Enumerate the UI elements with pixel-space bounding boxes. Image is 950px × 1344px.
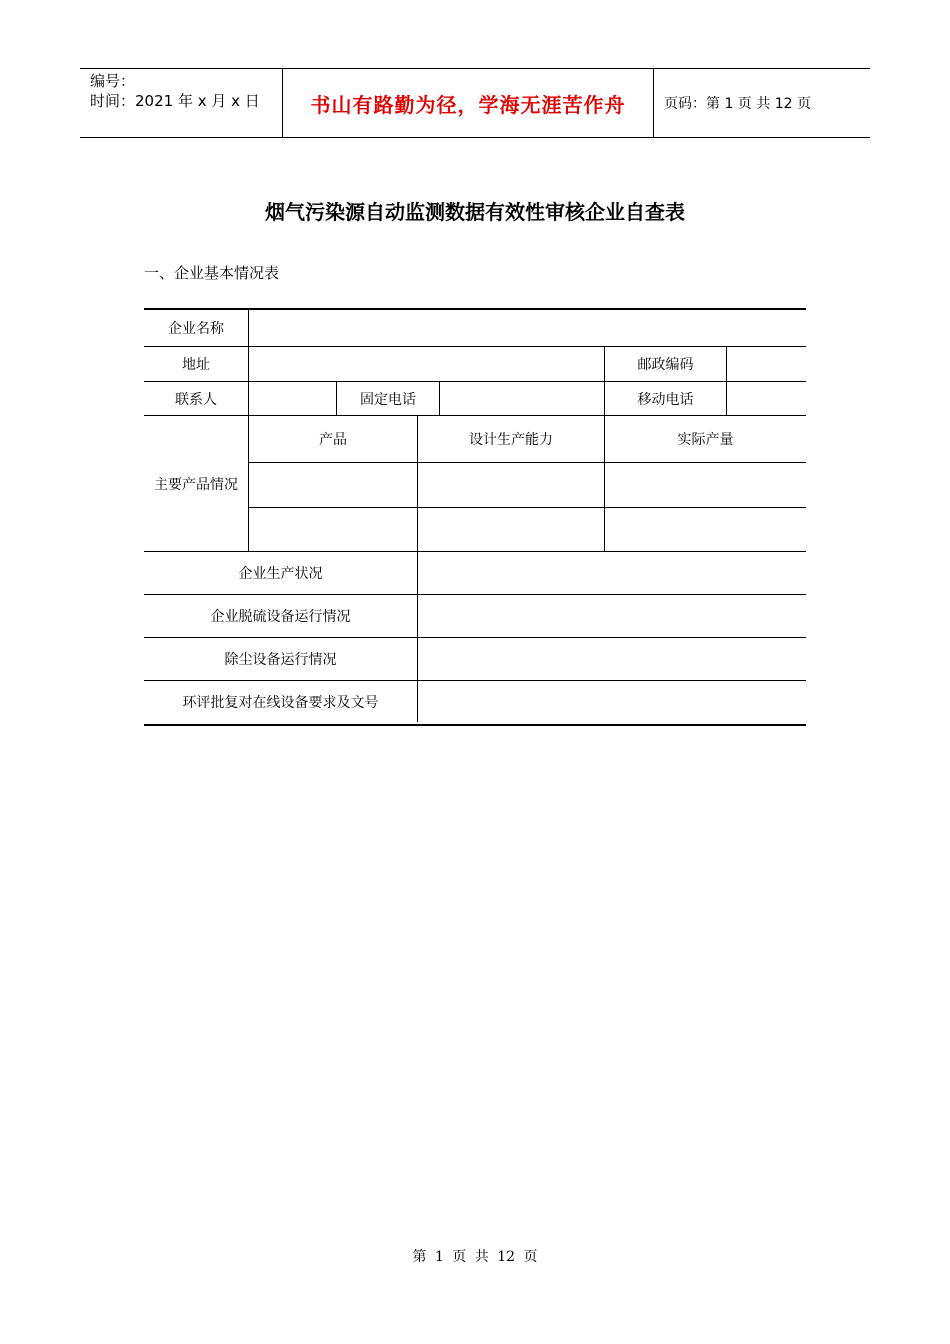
contact-field[interactable] bbox=[249, 382, 336, 415]
company-info-table bbox=[144, 308, 806, 726]
product-field[interactable] bbox=[249, 463, 417, 507]
eia-requirements-field[interactable] bbox=[418, 681, 806, 722]
actual-output-field[interactable] bbox=[605, 463, 806, 507]
production-status-field[interactable] bbox=[418, 552, 806, 594]
document-title: 烟气污染源自动监测数据有效性审核企业自查表 bbox=[265, 200, 685, 224]
section-heading: 一、企业基本情况表 bbox=[144, 264, 280, 282]
mobile-label: 移动电话 bbox=[637, 391, 694, 408]
landline-field[interactable] bbox=[440, 382, 604, 415]
main-products-label: 主要产品情况 bbox=[154, 476, 238, 493]
header-motto: 书山有路勤为径，学海无涯苦作舟 bbox=[282, 69, 654, 137]
desulfurization-label: 企业脱硫设备运行情况 bbox=[210, 609, 351, 625]
header-meta bbox=[80, 69, 282, 137]
design-capacity-header: 设计生产能力 bbox=[469, 432, 553, 448]
company-name-field[interactable] bbox=[249, 310, 806, 346]
mobile-field[interactable] bbox=[727, 382, 806, 415]
dust-removal-field[interactable] bbox=[418, 638, 806, 680]
page-footer: 第 1 页 共 12 页 bbox=[412, 1249, 538, 1265]
address-label: 地址 bbox=[182, 357, 210, 373]
design-capacity-field[interactable] bbox=[418, 463, 604, 507]
document-number-label: 编号： bbox=[90, 72, 136, 90]
header-page-info: 页码：第 1 页 共 12 页 bbox=[664, 96, 811, 112]
company-name-label: 企业名称 bbox=[168, 321, 224, 337]
postal-code-label: 邮政编码 bbox=[637, 357, 694, 373]
actual-output-header: 实际产量 bbox=[677, 432, 734, 448]
product-field[interactable] bbox=[249, 508, 417, 551]
landline-label: 固定电话 bbox=[360, 391, 416, 408]
actual-output-field[interactable] bbox=[605, 508, 806, 551]
postal-code-field[interactable] bbox=[727, 347, 806, 381]
contact-label: 联系人 bbox=[175, 391, 217, 408]
desulfurization-field[interactable] bbox=[418, 595, 806, 637]
product-header: 产品 bbox=[319, 432, 347, 448]
address-field[interactable] bbox=[249, 347, 604, 381]
eia-requirements-label: 环评批复对在线设备要求及文号 bbox=[182, 694, 379, 711]
design-capacity-field[interactable] bbox=[418, 508, 604, 551]
dust-removal-label: 除尘设备运行情况 bbox=[224, 652, 337, 668]
document-date-label: 时间：2021 年 x 月 x 日 bbox=[90, 92, 260, 110]
production-status-label: 企业生产状况 bbox=[238, 566, 323, 582]
document-header bbox=[80, 68, 870, 138]
